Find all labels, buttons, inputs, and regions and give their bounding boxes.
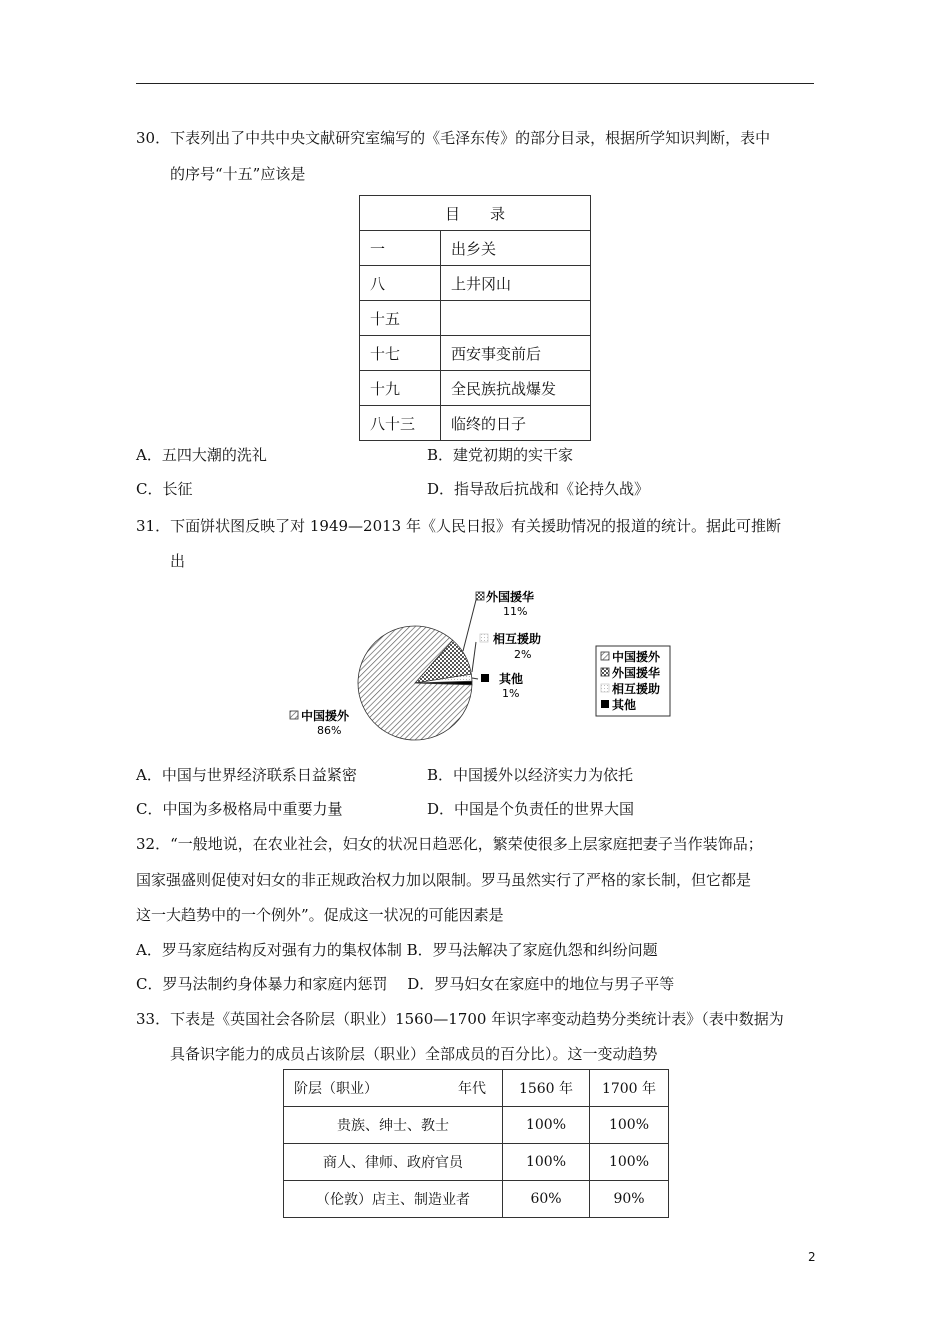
q33-stem-line1: 33．下表是《英国社会各阶层（职业）1560—1700 年识字率变动趋势分类统计表》（表中数据为 bbox=[136, 1010, 784, 1028]
label-swatch bbox=[480, 634, 488, 642]
q31-option-d[interactable]: D．中国是个负责任的世界大国 bbox=[427, 800, 635, 818]
cell-1700: 100% bbox=[590, 1144, 669, 1181]
q33-stem-line2: 具备识字能力的成员占该阶层（职业）全部成员的百分比）。这一变动趋势 bbox=[170, 1045, 658, 1063]
q32-stem-line2: 国家强盛则促使对妇女的非正规政治权力加以限制。罗马虽然实行了严格的家长制，但它都是 bbox=[136, 871, 752, 889]
cell-group: 商人、律师、政府官员 bbox=[284, 1144, 503, 1181]
label-foreign-aid: 外国援华 bbox=[486, 590, 535, 604]
aid-pie-chart bbox=[280, 586, 680, 746]
q30-option-b[interactable]: B．建党初期的实干家 bbox=[427, 446, 574, 464]
cell-1700: 100% bbox=[590, 1107, 669, 1144]
q32-stem-line3: 这一大趋势中的一个例外”。促成这一状况的可能因素是 bbox=[136, 906, 504, 924]
q32-stem-line1: 32．“一般地说，在农业社会，妇女的状况日趋恶化，繁荣使很多上层家庭把妻子当作装饰品； bbox=[136, 835, 763, 853]
table-row bbox=[360, 231, 591, 266]
toc-num: 十五 bbox=[360, 301, 441, 336]
label-other-pct: 1% bbox=[502, 687, 520, 700]
table-row bbox=[360, 301, 591, 336]
q31-option-a[interactable]: A．中国与世界经济联系日益紧密 bbox=[136, 766, 357, 784]
label-mutual-aid: 相互援助 bbox=[493, 632, 542, 646]
table-header-row bbox=[284, 1070, 669, 1107]
header-1700: 1700 年 bbox=[590, 1070, 669, 1107]
label-other: 其他 bbox=[499, 672, 524, 686]
label-swatch bbox=[476, 592, 484, 600]
chart-legend bbox=[596, 646, 670, 716]
legend-china-aid: 中国援外 bbox=[612, 650, 661, 664]
table-row bbox=[284, 1181, 669, 1218]
q30-stem-line2: 的序号“十五”应该是 bbox=[170, 165, 306, 183]
header-rule bbox=[136, 83, 814, 84]
table-row bbox=[360, 336, 591, 371]
q32-options-ab[interactable]: A．罗马家庭结构反对强有力的集权体制 B．罗马法解决了家庭仇怨和纠纷问题 bbox=[136, 941, 658, 959]
toc-title: 西安事变前后 bbox=[441, 336, 591, 371]
table-row bbox=[284, 1107, 669, 1144]
q33-literacy-table bbox=[283, 1069, 669, 1218]
cell-1560: 100% bbox=[503, 1107, 590, 1144]
cell-1560: 60% bbox=[503, 1181, 590, 1218]
cell-group: （伦敦）店主、制造业者 bbox=[284, 1181, 503, 1218]
toc-num: 一 bbox=[360, 231, 441, 266]
leader-line bbox=[472, 678, 478, 679]
header-1560: 1560 年 bbox=[503, 1070, 590, 1107]
toc-title bbox=[441, 301, 591, 336]
toc-title: 临终的日子 bbox=[441, 406, 591, 441]
q32-options-cd[interactable]: C．罗马法制约身体暴力和家庭内惩罚 D．罗马妇女在家庭中的地位与男子平等 bbox=[136, 975, 675, 993]
q30-contents-table bbox=[359, 195, 591, 441]
label-swatch bbox=[290, 711, 298, 719]
toc-title: 出乡关 bbox=[441, 231, 591, 266]
label-swatch bbox=[481, 674, 489, 682]
label-china-aid: 中国援外 bbox=[301, 709, 350, 723]
table-row bbox=[360, 371, 591, 406]
leader-line bbox=[463, 600, 476, 651]
pie-chart-svg bbox=[280, 586, 680, 746]
legend-mutual-aid: 相互援助 bbox=[612, 682, 661, 696]
toc-num: 十七 bbox=[360, 336, 441, 371]
page-number: 2 bbox=[808, 1250, 816, 1264]
legend-foreign-aid: 外国援华 bbox=[612, 666, 661, 680]
header-year-label: 年代 bbox=[458, 1081, 486, 1097]
table-row bbox=[284, 1144, 669, 1181]
legend-other: 其他 bbox=[612, 698, 637, 712]
toc-title: 全民族抗战爆发 bbox=[441, 371, 591, 406]
q30-option-c[interactable]: C．长征 bbox=[136, 480, 193, 498]
toc-num: 八十三 bbox=[360, 406, 441, 441]
cell-1700: 90% bbox=[590, 1181, 669, 1218]
table-row bbox=[360, 406, 591, 441]
label-mutual-aid-pct: 2% bbox=[514, 648, 532, 661]
table-row bbox=[360, 266, 591, 301]
label-china-aid-pct: 86% bbox=[317, 724, 342, 737]
q31-stem-line1: 31．下面饼状图反映了对 1949—2013 年《人民日报》有关援助情况的报道的统计。据此可推断 bbox=[136, 517, 781, 535]
toc-num: 八 bbox=[360, 266, 441, 301]
header-group-label: 阶层（职业） bbox=[294, 1081, 378, 1097]
cell-group: 贵族、绅士、教士 bbox=[284, 1107, 503, 1144]
label-foreign-aid-pct: 11% bbox=[503, 605, 528, 618]
q31-option-c[interactable]: C．中国为多极格局中重要力量 bbox=[136, 800, 343, 818]
header-diagonal-cell bbox=[284, 1070, 503, 1107]
cell-1560: 100% bbox=[503, 1144, 590, 1181]
q30-stem-line1: 30．下表列出了中共中央文献研究室编写的《毛泽东传》的部分目录，根据所学知识判断，表中 bbox=[136, 129, 771, 147]
leader-line bbox=[472, 642, 476, 672]
toc-num: 十九 bbox=[360, 371, 441, 406]
toc-title: 上井冈山 bbox=[441, 266, 591, 301]
q30-option-d[interactable]: D．指导敌后抗战和《论持久战》 bbox=[427, 480, 650, 498]
toc-header: 目 录 bbox=[360, 196, 591, 231]
q31-stem-line2: 出 bbox=[170, 552, 186, 570]
q30-option-a[interactable]: A．五四大潮的洗礼 bbox=[136, 446, 267, 464]
q31-option-b[interactable]: B．中国援外以经济实力为依托 bbox=[427, 766, 634, 784]
